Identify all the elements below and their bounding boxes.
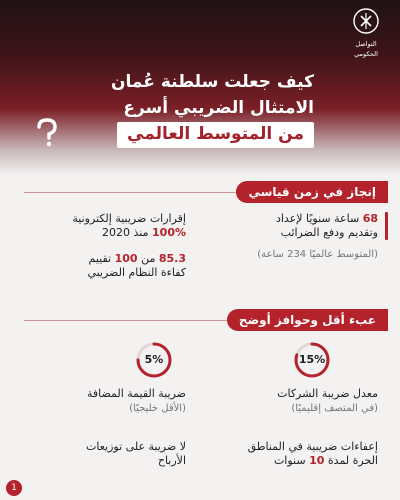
no-dividend-tax (16, 440, 186, 468)
section1-divider (24, 192, 250, 193)
no-dividend-line2: الأرباح (157, 454, 186, 467)
vat-note: (الأقل خليجيًا) (129, 403, 186, 414)
stat-efficiency-mid: من (141, 252, 156, 265)
stat-e-filing (16, 212, 186, 240)
stat-hours (218, 212, 378, 240)
stat-hours-text2: وتقديم ودفع الضرائب (280, 226, 378, 239)
corporate-tax-note: (في المتصف إقليميًا) (291, 403, 378, 414)
logo-text-line2: الحكومي (354, 50, 378, 58)
free-zone-years: 10 (309, 454, 325, 467)
oman-emblem-icon (353, 8, 379, 34)
question-mark-icon (34, 118, 60, 148)
section1-label: إنجاز في زمن قياسي (236, 181, 388, 203)
vat-title: ضريبة القيمة المضافة (86, 387, 186, 400)
stat-e-filing-number: 100% (152, 226, 186, 239)
stat-efficiency-suffix: تقييم (88, 252, 112, 265)
hero-banner (0, 0, 400, 175)
stat-hours-text: ساعة سنويًا لإعداد (275, 212, 360, 225)
title-line-2: الامتثال الضريبي أسرع (123, 98, 314, 118)
stat-accent-bar (385, 212, 388, 240)
stat-hours-note: (المتوسط عالميًا 234 ساعة) (257, 249, 378, 260)
stat-efficiency-score: 85.3 (158, 252, 186, 265)
stat-efficiency (16, 252, 186, 280)
no-dividend-line1: لا ضريبة على توزيعات (86, 440, 186, 453)
stat-hours-number: 68 (362, 212, 378, 225)
government-communication-logo (346, 8, 386, 58)
title-line-3: من المتوسط العالمي (127, 124, 304, 144)
logo-text-line1: التواصل (355, 40, 377, 48)
corporate-tax-value: 15% (298, 353, 326, 366)
corporate-tax-title: معدل ضريبة الشركات (277, 387, 378, 400)
stat-e-filing-suffix: منذ 2020 (102, 226, 149, 239)
section2-label: عبء أقل وحوافز أوضح (227, 309, 388, 331)
title-highlight-box (117, 122, 314, 148)
free-zone-line1: إعفاءات ضريبية في المناطق (247, 440, 378, 453)
stat-e-filing-text: إقرارات ضريبية إلكترونية (72, 212, 186, 225)
free-zone-exemptions (202, 440, 378, 468)
stat-efficiency-text: كفاءة النظام الضريبي (87, 266, 186, 279)
title-line-1: كيف جعلت سلطنة عُمان (111, 72, 314, 92)
stat-efficiency-max: 100 (114, 252, 138, 265)
section2-divider (24, 320, 240, 321)
free-zone-line2a: الحرة لمدة (327, 454, 378, 467)
vat-value: 5% (144, 353, 164, 366)
free-zone-line2b: سنوات (273, 454, 306, 467)
page-number: 1 (6, 480, 22, 496)
